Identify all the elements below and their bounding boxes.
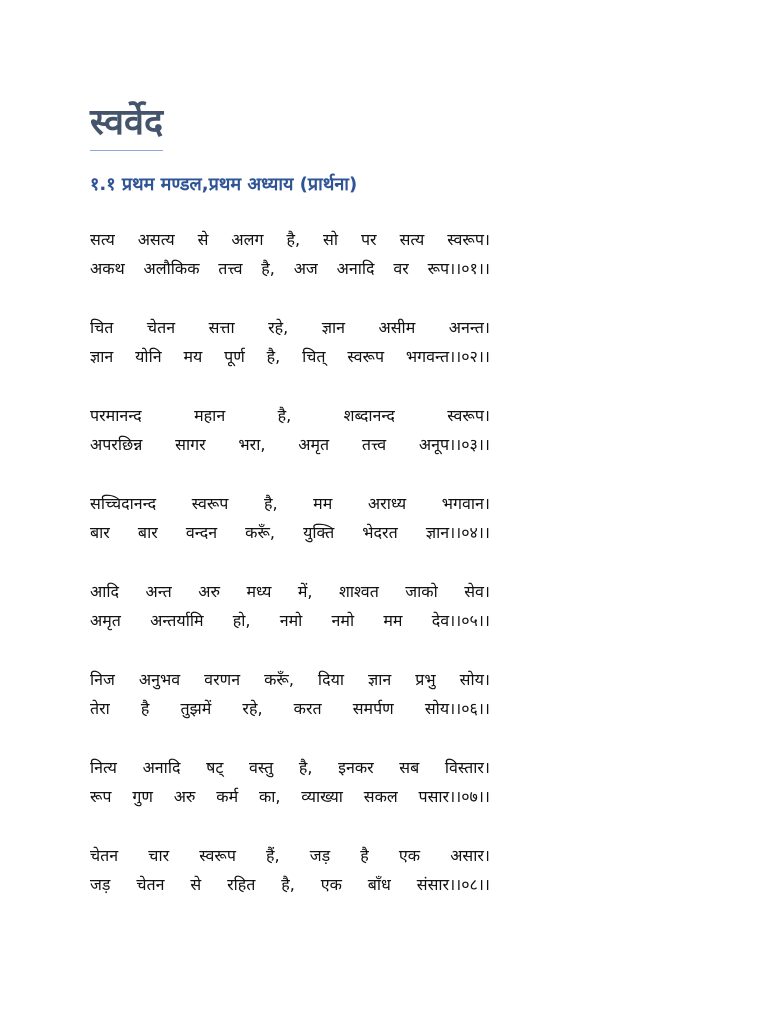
- verse-line: चित चेतन सत्ता रहे, ज्ञान असीम अनन्त।: [90, 318, 490, 337]
- verse-line: सच्चिदानन्द स्वरूप है, मम अराध्य भगवान।: [90, 494, 490, 513]
- verse-08: [90, 841, 490, 899]
- verse-07: [90, 753, 490, 811]
- verse-line: तेरा है तुझमें रहे, करत समर्पण सोय।।०६।।: [90, 699, 490, 718]
- verse-03: [90, 401, 490, 459]
- verse-line: आदि अन्त अरु मध्य में, शाश्वत जाको सेव।: [90, 582, 490, 601]
- verse-02: [90, 313, 490, 371]
- verse-line: अकथ अलौकिक तत्त्व है, अज अनादि वर रूप।।०१।।: [90, 259, 490, 278]
- verse-line: बार बार वन्दन करूँ, युक्ति भेदरत ज्ञान।।०४।।: [90, 523, 490, 542]
- verse-line: सत्य असत्य से अलग है, सो पर सत्य स्वरूप।: [90, 230, 490, 249]
- verse-line: अपरछिन्न सागर भरा, अमृत तत्त्व अनूप।।०३।।: [90, 435, 490, 454]
- verse-list: [90, 225, 490, 899]
- verse-line: परमानन्द महान है, शब्दानन्द स्वरूप।: [90, 406, 490, 425]
- verse-line: रूप गुण अरु कर्म का, व्याख्या सकल पसार।।०७।।: [90, 787, 490, 806]
- verse-line: जड़ चेतन से रहित है, एक बाँध संसार।।०८।।: [90, 875, 490, 894]
- verse-line: ज्ञान योनि मय पूर्ण है, चित् स्वरूप भगवन्त।।०२।।: [90, 347, 490, 366]
- document-page: [90, 100, 490, 929]
- verse-line: निज अनुभव वरणन करूँ, दिया ज्ञान प्रभु सोय।: [90, 670, 490, 689]
- document-title: स्वर्वेद: [90, 100, 163, 151]
- verse-line: अमृत अन्तर्यामि हो, नमो नमो मम देव।।०५।।: [90, 611, 490, 630]
- verse-line: चेतन चार स्वरूप हैं, जड़ है एक असार।: [90, 846, 490, 865]
- verse-04: [90, 489, 490, 547]
- verse-line: नित्य अनादि षट् वस्तु है, इनकर सब विस्तार।: [90, 758, 490, 777]
- verse-01: [90, 225, 490, 283]
- verse-05: [90, 577, 490, 635]
- section-heading: १.१ प्रथम मण्डल,प्रथम अध्याय (प्रार्थना): [90, 174, 358, 195]
- verse-06: [90, 665, 490, 723]
